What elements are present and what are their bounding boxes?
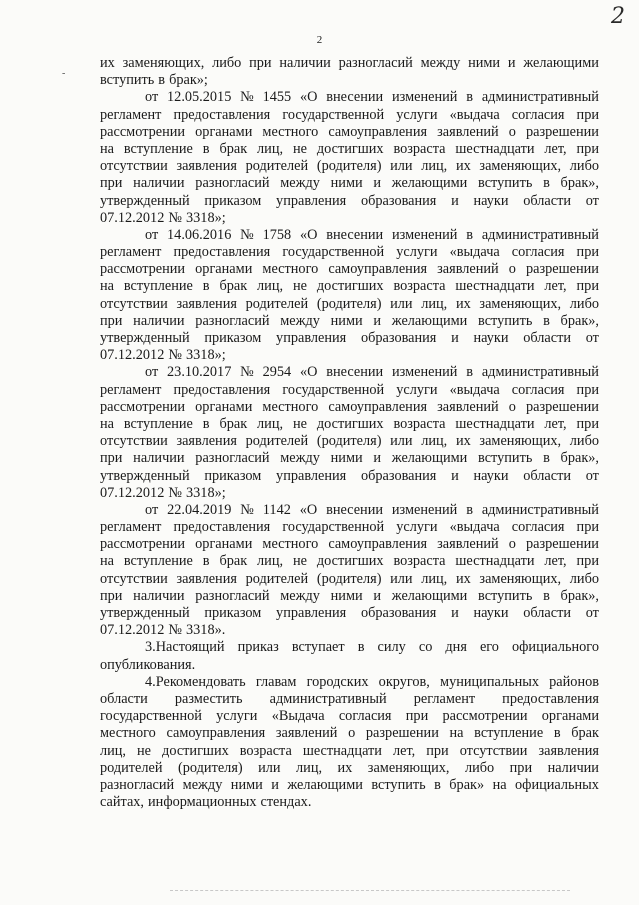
text-line: на вступление в брак лиц, не достигших возраста шестнадцати лет, при [100,553,599,570]
text-line: рассмотрении органами местного самоуправления заявлений о разрешении [100,398,599,415]
text-line: местного самоуправления заявлений о разрешении на вступление в брак [100,725,599,742]
text-line: сайтах, информационных стендах. [100,794,312,811]
text-line: утвержденный приказом управления образования и науки области от [100,330,599,346]
text-line: регламент предоставления государственной услуги «выдача согласия при [100,244,599,261]
bottom-rule [170,890,570,891]
text-line: от 12.05.2015 № 1455 «О внесении изменений в административный [145,89,599,106]
text-line: при наличии разногласий между ними и желающими вступить в брак», [100,175,599,192]
text-line: лиц, не достигших возраста шестнадцати лет, при отсутствии заявления [100,742,599,759]
text-line: регламент предоставления государственной услуги «выдача согласия при [100,381,599,398]
page-number: 2 [316,34,323,46]
text-line: родителей (родителя) или лиц, их заменяющих, либо при наличии [100,759,599,776]
text-line: 07.12.2012 № 3318»; [100,209,226,226]
text-line: отсутствии заявления родителей (родителя) или лиц, их заменяющих, либо [100,295,599,312]
text-line: от 22.04.2019 № 1142 «О внесении изменений в административный [145,501,599,518]
text-line: при наличии разногласий между ними и желающими вступить в брак», [100,312,599,329]
text-line: 07.12.2012 № 3318». [100,622,226,639]
text-line: области разместить административный регламент предоставления [100,690,599,707]
text-line: 07.12.2012 № 3318»; [100,484,226,501]
text-line: их заменяющих, либо при наличии разногласий между ними и желающими [100,55,599,71]
text-line: утвержденный приказом управления образования и науки области от [100,192,599,209]
handwritten-page-number: 2 [611,4,625,29]
text-line: от 23.10.2017 № 2954 «О внесении изменений в административный [145,364,599,381]
text-line: от 14.06.2016 № 1758 «О внесении изменений в административный [145,226,599,243]
margin-mark: - [62,68,66,79]
text-line: при наличии разногласий между ними и желающими вступить в брак», [100,450,599,467]
text-line: на вступление в брак лиц, не достигших возраста шестнадцати лет, при [100,278,599,295]
text-line: отсутствии заявления родителей (родителя) или лиц, их заменяющих, либо [100,158,599,175]
text-line: 3.Настоящий приказ вступает в силу со дня его официального [145,639,599,656]
text-line: отсутствии заявления родителей (родителя) или лиц, их заменяющих, либо [100,433,599,450]
text-line: на вступление в брак лиц, не достигших возраста шестнадцати лет, при [100,415,599,432]
text-line: опубликования. [100,656,196,673]
text-line: рассмотрении органами местного самоуправления заявлений о разрешении [100,123,599,140]
text-line: 07.12.2012 № 3318»; [100,347,226,364]
text-line: рассмотрении органами местного самоуправления заявлений о разрешении [100,536,599,553]
text-line: рассмотрении органами местного самоуправления заявлений о разрешении [100,261,599,278]
text-line: регламент предоставления государственной услуги «выдача согласия при [100,519,599,536]
text-line: при наличии разногласий между ними и желающими вступить в брак», [100,587,599,604]
text-line: регламент предоставления государственной услуги «выдача согласия при [100,106,599,123]
text-line: отсутствии заявления родителей (родителя) или лиц, их заменяющих, либо [100,570,599,587]
text-line: 4.Рекомендовать главам городских округов, муниципальных районов [145,673,599,690]
text-line: государственной услуги «Выдача согласия при рассмотрении органами [100,708,599,725]
text-line: утвержденный приказом управления образования и науки области от [100,605,599,621]
text-line: вступить в брак»; [100,72,208,89]
text-line: разногласий между ними и желающими вступить в брак» на официальных [100,776,599,793]
text-line: на вступление в брак лиц, не достигших возраста шестнадцати лет, при [100,140,599,157]
text-line: утвержденный приказом управления образования и науки области от [100,467,599,484]
document-body [100,55,599,811]
